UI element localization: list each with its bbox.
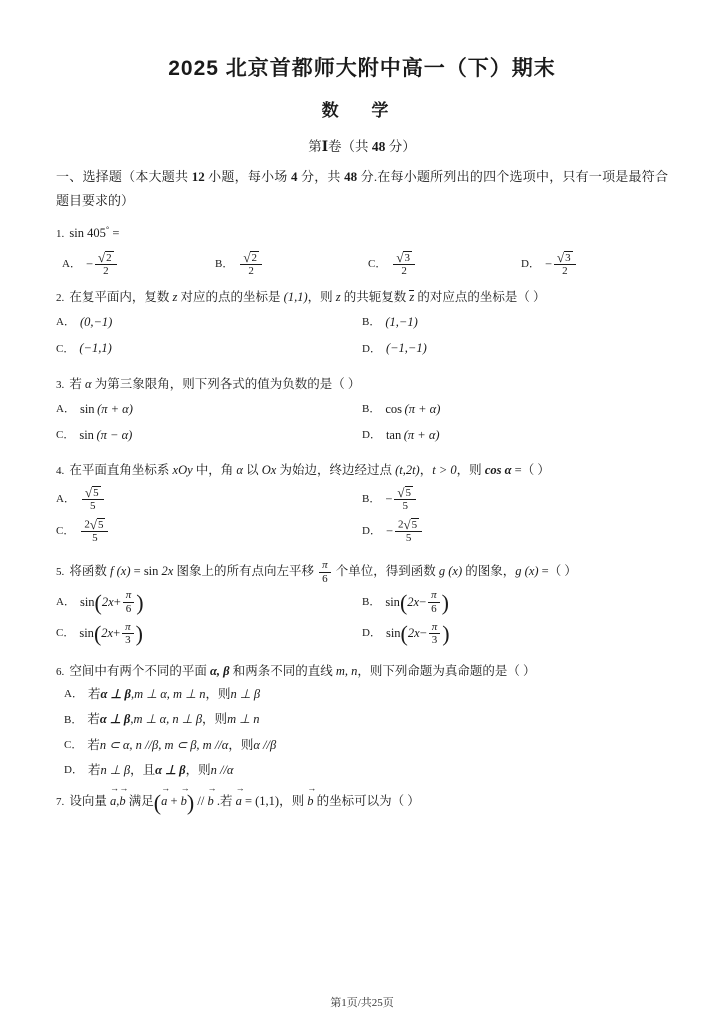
options-list: [56, 684, 668, 781]
question-3: [56, 374, 668, 452]
option-b[interactable]: B． sin ( 2x − $\frac{\pi}{6}$ ): [362, 589, 449, 616]
question-stem: 7. 设向量 a →,b → 满足(a → + b →) // b → .若 a → = (1,1)，则 b → 的坐标可以为（ ）: [56, 790, 668, 812]
question-stem: 3. 若 α 为第三象限角，则下列各式的值为负数的是（ ）: [56, 376, 361, 391]
option-a[interactable]: A． √ 5 5: [56, 486, 362, 513]
option-c[interactable]: C． 2 √ 5 5: [56, 518, 362, 545]
options-grid: [56, 312, 668, 365]
option-a[interactable]: A． (0,−1): [56, 315, 113, 330]
option-c[interactable]: C． sin ( 2x + $\frac{\pi}{3}$ ): [56, 620, 143, 647]
options-row: [56, 251, 668, 278]
option-b[interactable]: B． cos (π + α): [362, 401, 441, 416]
option-a[interactable]: A． − √ 2 2: [56, 251, 209, 278]
options-grid: [56, 589, 668, 652]
question-stem: 6. 空间中有两个不同的平面 α, β 和两条不同的直线 m, n，则下列命题为真命题的是（ ）: [56, 663, 536, 678]
option-d[interactable]: D． − √ 3 2: [515, 251, 668, 278]
option-c[interactable]: C． (−1,1): [56, 341, 112, 356]
instructions-text: 一、选择题（本大题共 12 小题，每小场 4 分，共 48 分.在每小题所列出的四个选项中，只有一项是最符合题目要求的）: [56, 169, 668, 209]
option-d[interactable]: D． 若 n ⊥ β ，且 α ⊥ β ，则 n //α: [64, 762, 234, 777]
option-b[interactable]: B． − √ 5 5: [362, 486, 668, 513]
page-title: 2025 北京首都师大附中高一（下）期末: [168, 57, 556, 80]
option-d[interactable]: D． tan (π + α): [362, 428, 440, 443]
question-5: [56, 559, 668, 652]
option-c[interactable]: C． √ 3 2: [362, 251, 515, 278]
option-b[interactable]: B． √ 2 2: [209, 251, 362, 278]
option-a[interactable]: A． sin ( 2x + $\frac{\pi}{6}$ ): [56, 589, 144, 616]
question-stem: 5. 将函数 f (x) = sin 2x 图象上的所有点向左平移 $\frac{\pi}{6}$ 个单位，得到函数 g (x) 的图象，g (x) =（ ）: [56, 559, 577, 585]
section-heading: 第Ⅰ卷（共 48 分）: [308, 139, 416, 154]
option-d[interactable]: D． − 2 √ 5 5: [362, 518, 668, 545]
subject-title: 数 学: [321, 101, 403, 120]
question-stem: 1. sin 405° =: [56, 224, 120, 241]
page-footer: 第1页/共25页: [330, 997, 394, 1009]
option-c[interactable]: C． 若 n ⊂ α, n //β, m ⊂ β, m //α ，则 α //β: [64, 737, 277, 752]
option-b[interactable]: B． (1,−1): [362, 315, 418, 330]
options-grid: [56, 399, 668, 452]
question-2: [56, 287, 668, 365]
option-c[interactable]: C． sin (π − α): [56, 428, 133, 443]
question-7: [56, 789, 668, 815]
option-a[interactable]: A． 若 α ⊥ β , m ⊥ α, m ⊥ n ，则 n ⊥ β: [64, 687, 261, 702]
options-grid: [56, 486, 668, 551]
option-a[interactable]: A． sin (π + α): [56, 401, 133, 416]
option-d[interactable]: D． sin ( 2x − $\frac{\pi}{3}$ ): [362, 620, 450, 647]
option-b[interactable]: B． 若 α ⊥ β , m ⊥ α, n ⊥ β ，则 m ⊥ n: [64, 712, 260, 727]
question-stem: 4. 在平面直角坐标系 xOy 中，角 α 以 Ox 为始边，终边经过点 (t,2t)，t > 0，则 cos α =（ ）: [56, 463, 550, 478]
question-1: [56, 222, 668, 278]
question-6: [56, 661, 668, 781]
question-4: [56, 460, 668, 550]
option-d[interactable]: D． (−1,−1): [362, 341, 427, 356]
question-stem: 2. 在复平面内，复数 z 对应的点的坐标是 (1,1)，则 z 的共轭复数 z 的对应点的坐标是（ ）: [56, 289, 546, 304]
